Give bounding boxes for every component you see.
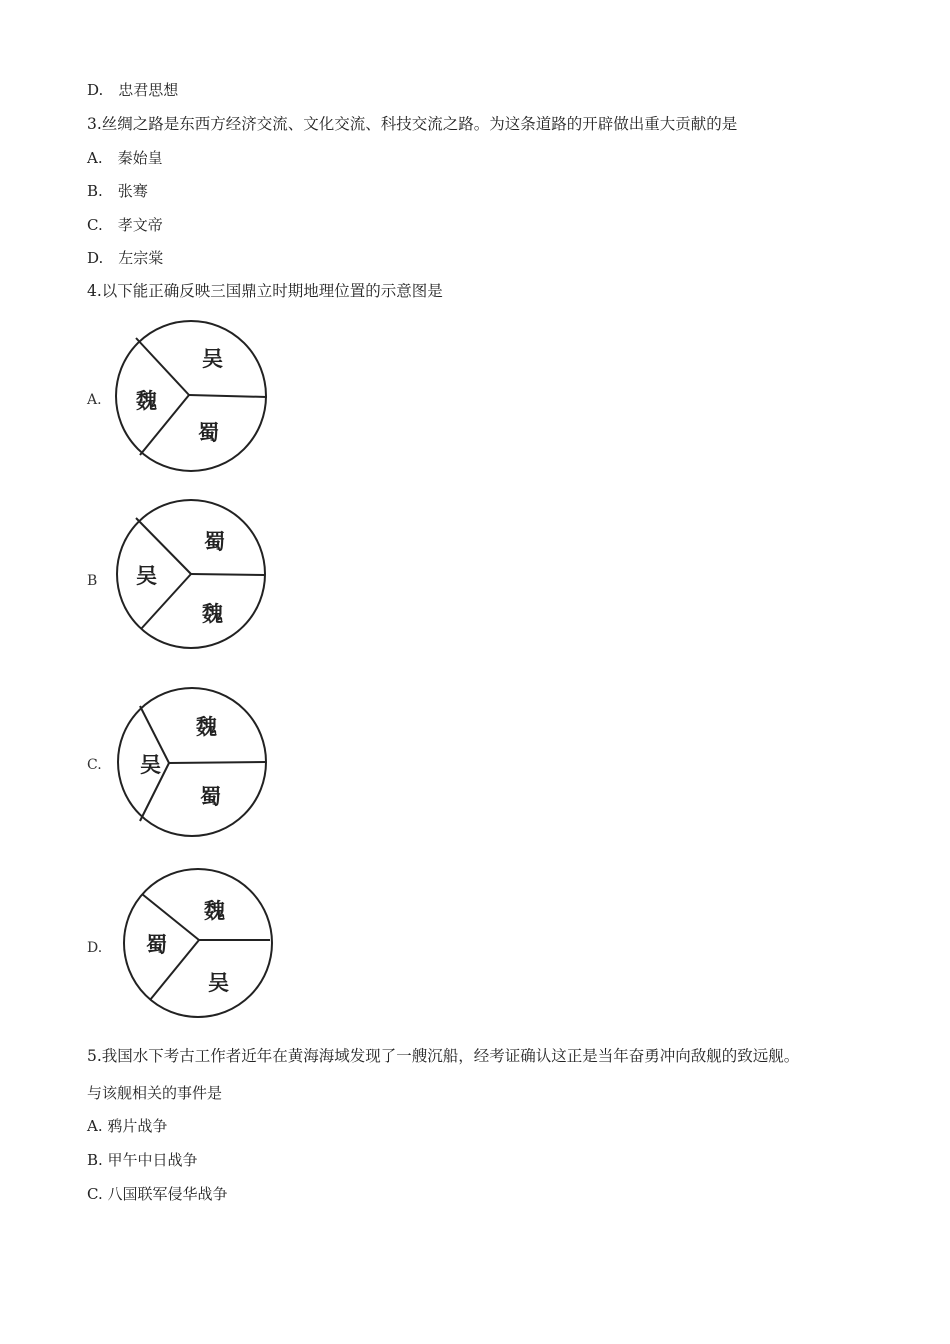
q4-option-a-letter: A.	[87, 392, 102, 408]
q4-d-left-label: 蜀	[146, 932, 167, 957]
q4-a-left-label: 魏	[136, 388, 157, 413]
q4-d-top-label: 魏	[204, 898, 225, 923]
q4-option-d-letter: D.	[87, 940, 103, 956]
q2-option-d: D. 忠君思想	[87, 81, 179, 99]
q4-b-left-label: 吴	[136, 563, 157, 588]
q4-stem: 4.以下能正确反映三国鼎立时期地理位置的示意图是	[87, 282, 443, 300]
q4-b-top-label: 蜀	[204, 529, 225, 554]
q4-option-b-diagram	[114, 497, 270, 657]
q4-option-c-diagram	[116, 686, 272, 846]
q4-c-top-label: 魏	[196, 714, 217, 739]
q4-option-c-letter: C.	[87, 757, 102, 773]
q4-a-top-label: 吴	[202, 346, 223, 371]
q4-a-bottom-label: 蜀	[198, 420, 219, 445]
q3-stem: 3.丝绸之路是东西方经济交流、文化交流、科技交流之路。为这条道路的开辟做出重大贡献的是	[87, 115, 738, 133]
q3-option-d: D. 左宗棠	[87, 249, 164, 267]
q4-d-bottom-label: 吴	[208, 970, 229, 995]
q3-option-c: C. 孝文帝	[87, 216, 163, 234]
q4-c-bottom-label: 蜀	[200, 784, 221, 809]
q4-c-left-label: 吴	[140, 752, 161, 777]
q4-b-bottom-label: 魏	[202, 601, 223, 626]
q5-stem: 5.我国水下考古工作者近年在黄海海域发现了一艘沉船，经考证确认这正是当年奋勇冲向敌舰的致远舰。	[87, 1047, 800, 1065]
q4-option-b-letter: B	[87, 573, 98, 589]
q5-option-c: C. 八国联军侵华战争	[87, 1185, 228, 1203]
q5-stem-continued: 与该舰相关的事件是	[87, 1084, 223, 1102]
q3-option-a: A. 秦始皇	[87, 149, 163, 167]
q4-option-a-diagram	[114, 318, 270, 478]
q3-option-b: B. 张骞	[87, 182, 148, 200]
q4-option-d-diagram	[122, 866, 278, 1026]
q5-option-a: A. 鸦片战争	[87, 1117, 168, 1135]
q5-option-b: B. 甲午中日战争	[87, 1151, 198, 1169]
